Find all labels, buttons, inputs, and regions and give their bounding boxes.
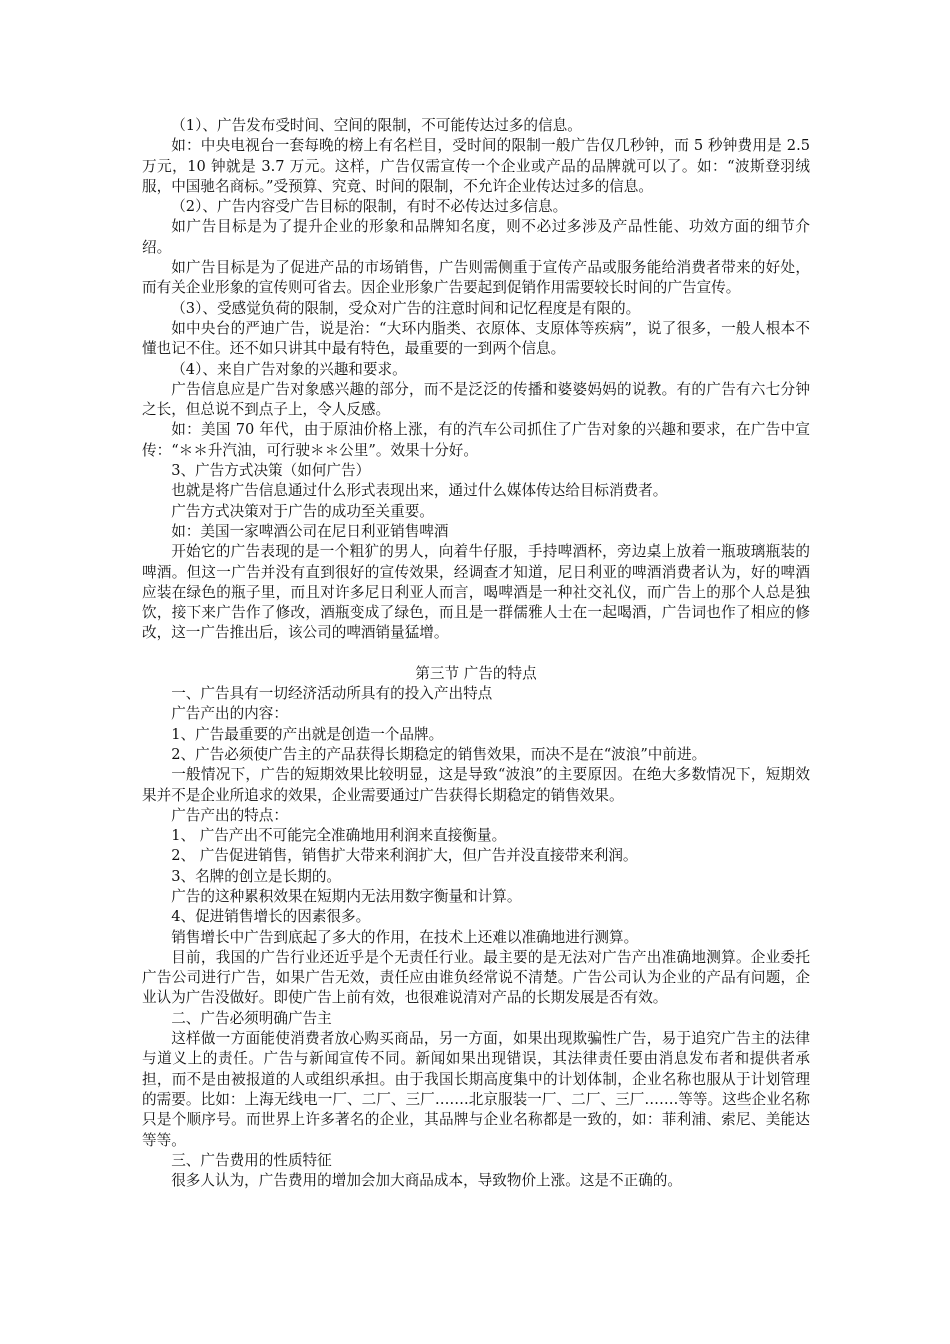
paragraph: 一般情况下，广告的短期效果比较明显，这是导致“波浪”的主要原因。在绝大多数情况下，短期效果并不是企业所追求的效果，企业需要通过广告获得长期稳定的销售效果。 <box>142 766 810 804</box>
paragraph: 1、 广告产出不可能完全准确地用利润来直接衡量。 <box>171 827 507 845</box>
paragraph-group-part1 <box>142 116 810 644</box>
paragraph: 销售增长中广告到底起了多大的作用，在技术上还难以准确地进行测算。 <box>171 928 639 946</box>
paragraph: 很多人认为，广告费用的增加会加大商品成本，导致物价上涨。这是不正确的。 <box>171 1172 682 1190</box>
paragraph: 如：美国一家啤酒公司在尼日利亚销售啤酒 <box>171 522 449 540</box>
paragraph: 二、广告必须明确广告主 <box>171 1009 332 1027</box>
paragraph: 一、广告具有一切经济活动所具有的投入产出特点 <box>171 685 493 703</box>
paragraph: 也就是将广告信息通过什么形式表现出来，通过什么媒体传达给目标消费者。 <box>171 482 668 500</box>
paragraph: 如：中央电视台一套每晚的榜上有名栏目，受时间的限制一般广告仅几秒钟，而 5 秒钟费用是 2.5 万元，10 钟就是 3.7 万元。这样，广告仅需宣传一个企业或产品的品牌就可以了。如：“波斯登羽绒服，中国驰名商标。”受预算、究竟、时间的限制，不允许企业传达过多的信息。 <box>142 137 810 195</box>
section-title: 第三节 广告的特点 <box>415 664 537 682</box>
paragraph: 广告产出的特点： <box>171 806 288 824</box>
paragraph: 4、促进销售增长的因素很多。 <box>171 908 371 926</box>
paragraph: （4）、来自广告对象的兴趣和要求。 <box>171 360 407 378</box>
paragraph: （1）、广告发布受时间、空间的限制，不可能传达过多的信息。 <box>171 117 582 134</box>
paragraph: 2、 广告促进销售，销售扩大带来利润扩大，但广告并没直接带来利润。 <box>171 847 638 865</box>
paragraph: 3、名牌的创立是长期的。 <box>171 867 342 885</box>
paragraph: 广告方式决策对于广告的成功至关重要。 <box>171 502 434 520</box>
paragraph: 开始它的广告表现的是一个粗犷的男人，向着牛仔服，手持啤酒杯，旁边桌上放着一瓶玻璃瓶装的啤酒。但这一广告并没有直到很好的宣传效果，经调查才知道，尼日利亚的啤酒消费者认为，好的啤酒应装在绿色的瓶子里，而且对许多尼日利亚人而言，喝啤酒是一种社交礼仪，而广告上的那个人总是独饮，接下来广告作了修改，酒瓶变成了绿色，而且是一群儒雅人士在一起喝酒，广告词也作了相应的修改，这一广告推出后，该公司的啤酒销量猛增。 <box>142 543 810 642</box>
paragraph: 广告信息应是广告对象感兴趣的部分，而不是泛泛的传播和婆婆妈妈的说教。有的广告有六七分钟之长，但总说不到点子上，令人反感。 <box>142 380 810 419</box>
paragraph: （2）、广告内容受广告目标的限制，有时不必传达过多信息。 <box>171 198 568 216</box>
paragraph: 2、广告必须使广告主的产品获得长期稳定的销售效果，而决不是在“波浪”中前进。 <box>171 745 707 763</box>
paragraph: 如中央台的严迪广告，说是治：“大环内脂类、衣原体、支原体等疾病”，说了很多，一般人根本不懂也记不住。还不如只讲其中最有特色，最重要的一到两个信息。 <box>142 319 810 358</box>
paragraph: 3、广告方式决策（如何广告） <box>171 462 371 480</box>
paragraph: 这样做一方面能使消费者放心购买商品，另一方面，如果出现欺骗性广告，易于追究广告主的法律与道义上的责任。广告与新闻宣传不同。新闻如果出现错误，其法律责任要由消息发布者和提供者承担，而不是由被报道的人或组织承担。由于我国长期高度集中的计划体制，企业名称也服从于计划管理的需要。比如：上海无线电一厂、二厂、三厂…….北京服装一厂、二厂、三厂…….等等。这些企业名称只是个顺序号。而世界上许多著名的企业，其品牌与企业名称都是一致的，如：菲利浦、索尼、美能达等等。 <box>142 1030 810 1149</box>
paragraph: 如广告目标是为了提升企业的形象和品牌知名度，则不必过多涉及产品性能、功效方面的细节介绍。 <box>142 218 810 256</box>
blank-line <box>142 644 810 664</box>
paragraph: 如广告目标是为了促进产品的市场销售，广告则需侧重于宣传产品或服务能给消费者带来的好处，而有关企业形象的宣传则可省去。因企业形象广告要起到促销作用需要较长时间的广告宣传。 <box>142 259 810 297</box>
paragraph: 目前，我国的广告行业还近乎是个无责任行业。最主要的是无法对广告产出准确地测算。企业委托广告公司进行广告，如果广告无效，责任应由谁负经常说不清楚。广告公司认为企业的产品有问题，企业认为广告没做好。即使广告上前有效，也很难说清对产品的长期发展是否有效。 <box>142 948 810 1007</box>
paragraph: 1、广告最重要的产出就是创造一个品牌。 <box>171 725 444 743</box>
paragraph: （3）、受感觉负荷的限制，受众对广告的注意时间和记忆程度是有限的。 <box>171 299 641 317</box>
paragraph: 广告产出的内容： <box>171 705 288 723</box>
paragraph-group-part2 <box>142 684 810 1191</box>
paragraph: 如：美国 70 年代，由于原油价格上涨，有的汽车公司抓住了广告对象的兴趣和要求，在广告中宣传：“＊＊升汽油，可行驶＊＊公里”。效果十分好。 <box>142 421 810 459</box>
paragraph: 广告的这种累积效果在短期内无法用数字衡量和计算。 <box>171 887 522 905</box>
paragraph: 三、广告费用的性质特征 <box>171 1151 332 1169</box>
